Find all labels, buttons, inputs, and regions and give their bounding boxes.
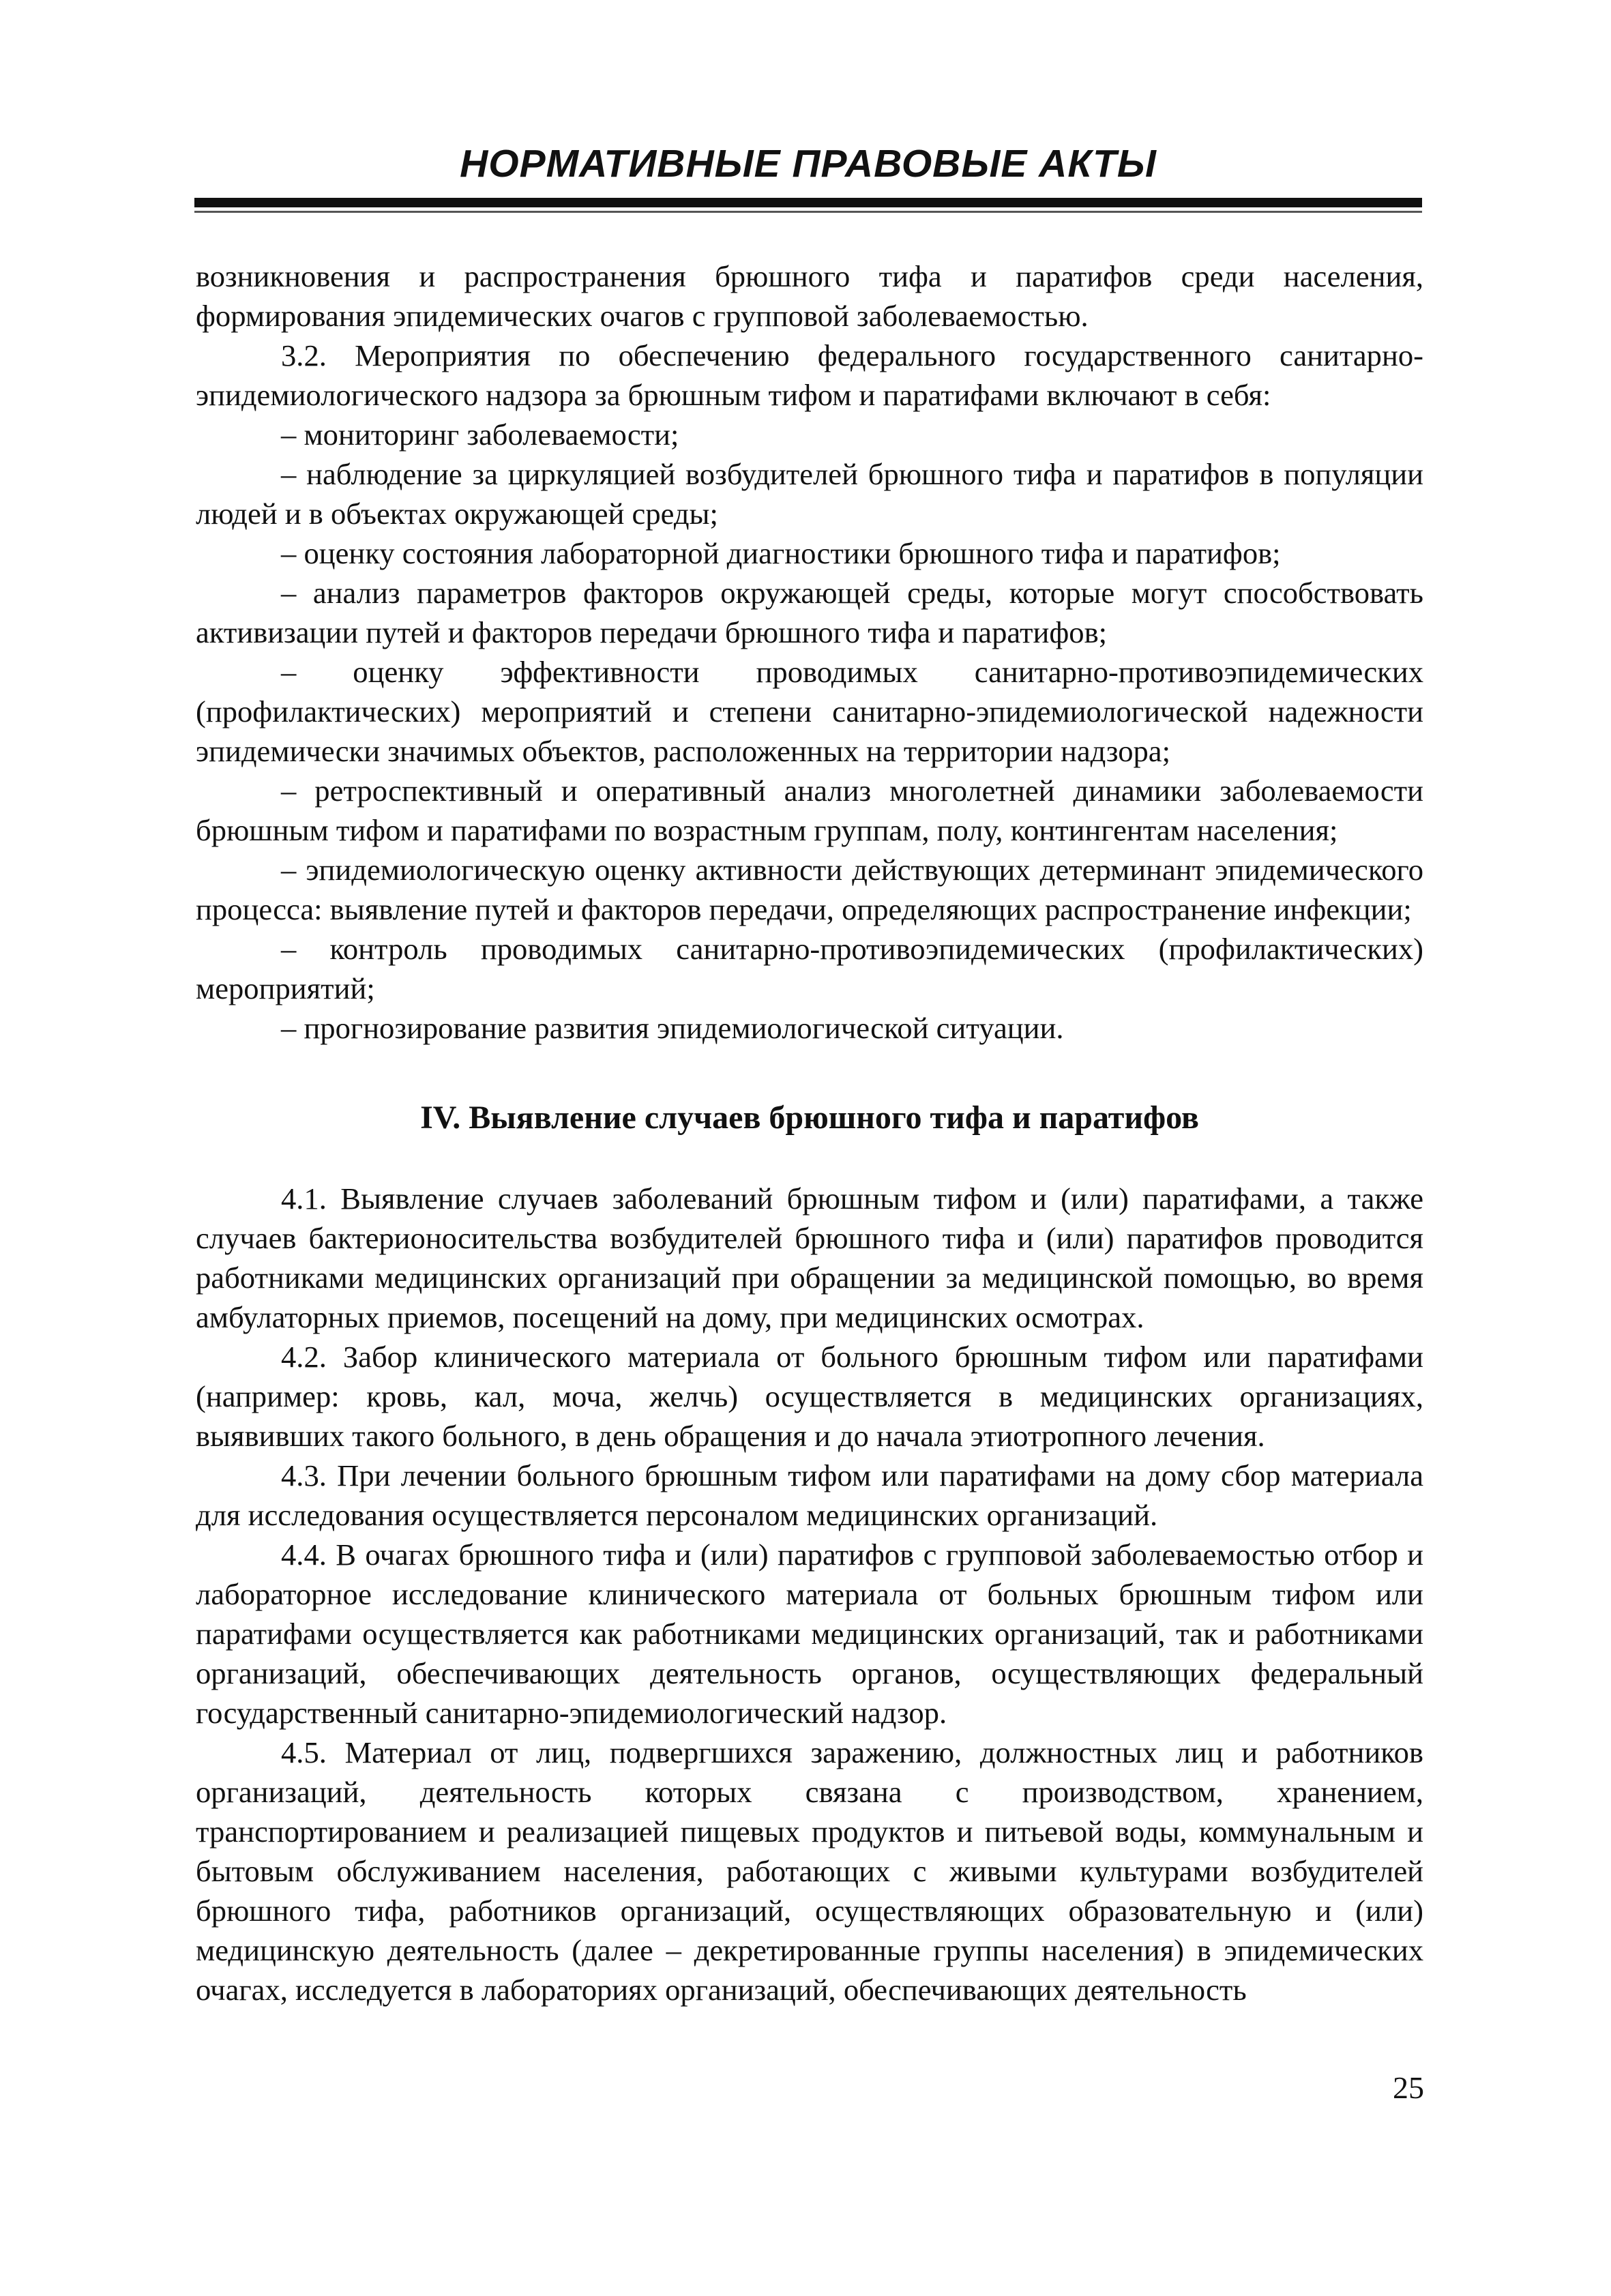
list-item: – прогнозирование развития эпидемиологической ситуации. [281, 1011, 1064, 1045]
list-item: – ретроспективный и оперативный анализ многолетней динамики заболеваемости брюшным тифом и паратифами по возрастным группам, полу, контингентам населения; [196, 774, 1423, 847]
list-item: – анализ параметров факторов окружающей среды, которые могут способствовать активизации путей и факторов передачи брюшного тифа и паратифов; [196, 576, 1423, 649]
paragraph-4-1: 4.1. Выявление случаев заболеваний брюшным тифом и (или) паратифами, а также случаев бактерионосительства возбудителей брюшного тифа и (или) паратифов проводится работниками медицинских организаций при обращении за медицинской помощью, во время амбулаторных приемов, посещений на дому, при медицинских осмотрах. [196, 1181, 1423, 1334]
list-item: – оценку эффективности проводимых санитарно-противоэпидемических (профилактических) мероприятий и степени санитарно-эпидемиологической надежности эпидемически значимых объектов, расположенных на территории надзора; [196, 655, 1423, 768]
page-number: 25 [1393, 2070, 1424, 2105]
paragraph-3-2: 3.2. Мероприятия по обеспечению федерального государственного санитарно-эпидемиологического надзора за брюшным тифом и паратифами включают в себя: [196, 338, 1423, 412]
list-item: – наблюдение за циркуляцией возбудителей брюшного тифа и паратифов в популяции людей и в объектах окружающей среды; [196, 457, 1423, 531]
measures-list [196, 415, 1423, 1048]
section-heading: IV. Выявление случаев брюшного тифа и паратифов [420, 1100, 1199, 1136]
header-rule-thick [194, 198, 1422, 207]
document-body [196, 256, 1423, 2010]
paragraph-4-3: 4.3. При лечении больного брюшным тифом или паратифами на дому сбор материала для исследования осуществляется персоналом медицинских организаций. [196, 1458, 1423, 1532]
list-item: – контроль проводимых санитарно-противоэпидемических (профилактических) мероприятий; [196, 932, 1423, 1005]
list-item: – мониторинг заболеваемости; [281, 417, 679, 452]
header-rule-thin [194, 211, 1422, 213]
list-item: – эпидемиологическую оценку активности действующих детерминант эпидемического процесса: выявление путей и факторов передачи, определяющих распространение инфекции; [196, 853, 1423, 926]
paragraph-4-5: 4.5. Материал от лиц, подвергшихся заражению, должностных лиц и работников организаций, деятельность которых связана с производством, хранением, транспортированием и реализацией пищевых продуктов и питьевой воды, коммунальным и бытовым обслуживанием населения, работающих с живыми культурами возбудителей брюшного тифа, работников организаций, осуществляющих образовательную и (или) медицинскую деятельность (далее – декретированные группы населения) в эпидемических очагах, исследуется в лабораториях организаций, обеспечивающих деятельность [196, 1735, 1423, 2007]
paragraph-4-4: 4.4. В очагах брюшного тифа и (или) паратифов с групповой заболеваемостью отбор и лабораторное исследование клинического материала от больных брюшным тифом или паратифами осуществляется как работниками медицинских организаций, так и работниками организаций, обеспечивающих деятельность органов, осуществляющих федеральный государственный санитарно-эпидемиологический надзор. [196, 1537, 1423, 1730]
paragraph-4-2: 4.2. Забор клинического материала от больного брюшным тифом или паратифами (например: кровь, кал, моча, желчь) осуществляется в медицинских организациях, выявивших такого больного, в день обращения и до начала этиотропного лечения. [196, 1340, 1423, 1453]
list-item: – оценку состояния лабораторной диагностики брюшного тифа и паратифов; [281, 536, 1281, 570]
running-head-title: НОРМАТИВНЫЕ ПРАВОВЫЕ АКТЫ [460, 142, 1157, 186]
paragraph-continuation: возникновения и распространения брюшного тифа и паратифов среди населения, формирования эпидемических очагов с групповой заболеваемостью. [196, 259, 1423, 333]
